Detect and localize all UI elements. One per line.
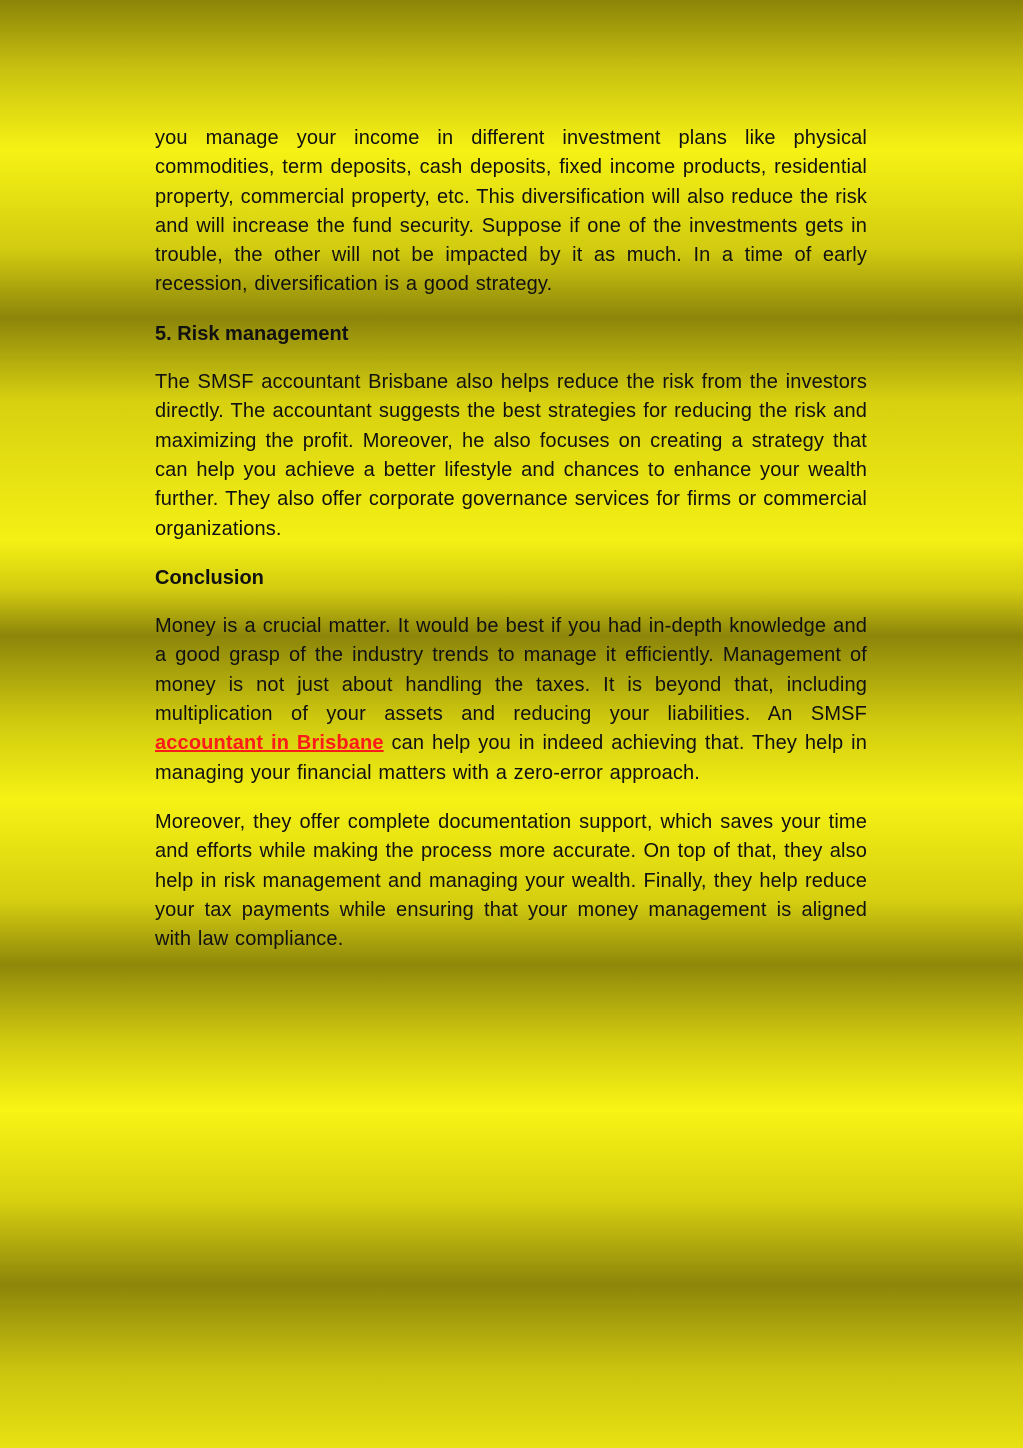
document-page <box>155 124 867 974</box>
intro-paragraph: you manage your income in different investment plans like physical commodities, term deposits, cash deposits, fixed income products, residential property, commercial property, etc. This diversification will also reduce the risk and will increase the fund security. Suppose if one of the investments gets in trouble, the other will not be impacted by it as much. In a time of early recession, diversification is a good strategy. <box>155 127 867 296</box>
conclusion-text-after-link: can help you in indeed achieving that. They help in managing your financial matters with a zero-error approach. <box>155 732 868 784</box>
accountant-in-brisbane-link[interactable]: accountant in Brisbane <box>155 732 384 755</box>
conclusion-paragraph-2: Moreover, they offer complete documentation support, which saves your time and efforts while making the process more accurate. On top of that, they also help in risk management and managing your wealth. Finally, they help reduce your tax payments while ensuring that your money management is aligned with law compliance. <box>155 810 867 951</box>
conclusion-paragraph-1 <box>155 612 867 788</box>
risk-management-paragraph: The SMSF accountant Brisbane also helps reduce the risk from the investors directly. The accountant suggests the best strategies for reducing the risk and maximizing the profit. Moreover, he also focuses on creating a strategy that can help you achieve a better lifestyle and chances to enhance your wealth further. They also offer corporate governance services for firms or commercial organizations. <box>155 371 867 540</box>
conclusion-text-before-link: Money is a crucial matter. It would be best if you had in-depth knowledge and a good grasp of the industry trends to manage it efficiently. Management of money is not just about handling the taxes. It is beyond that, including multiplication of your assets and reducing your liabilities. An SMSF <box>155 615 867 726</box>
conclusion-heading: Conclusion <box>155 566 264 589</box>
risk-management-heading: 5. Risk management <box>155 322 349 345</box>
